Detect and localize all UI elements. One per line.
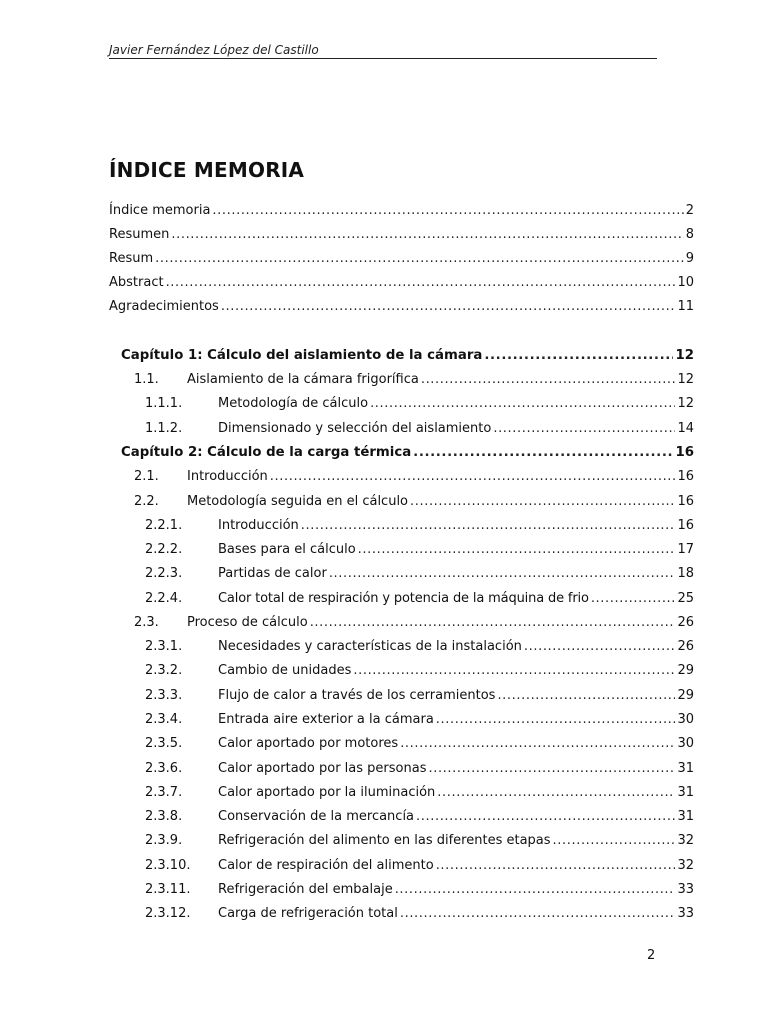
toc-number: 2.3.2. [145, 663, 183, 678]
toc-number: 2.3.3. [145, 688, 183, 703]
toc-entry[interactable] [145, 516, 694, 536]
toc-label: Refrigeración del alimento en las diferentes etapas [218, 833, 551, 848]
toc-leader [212, 201, 683, 221]
toc-page: 17 [677, 542, 694, 557]
toc-label: Índice memoria [109, 203, 211, 218]
toc-leader [410, 492, 675, 512]
toc-chapter-entry[interactable] [121, 346, 694, 366]
toc-label: Bases para el cálculo [218, 542, 356, 557]
toc-entry[interactable] [109, 297, 694, 317]
toc-entry[interactable] [134, 467, 694, 487]
toc-page: 26 [677, 639, 694, 654]
toc-page: 29 [677, 688, 694, 703]
toc-entry[interactable] [145, 783, 694, 803]
toc-entry[interactable] [134, 613, 694, 633]
toc-number: 2.3.4. [145, 712, 183, 727]
toc-page: 9 [685, 251, 694, 266]
toc-leader [171, 225, 683, 245]
toc-leader [497, 686, 675, 706]
toc-page: 31 [677, 761, 694, 776]
toc-entry[interactable] [145, 686, 694, 706]
toc-label: Metodología de cálculo [218, 396, 369, 411]
toc-label: Introducción [218, 518, 299, 533]
toc-number: 2.3.6. [145, 761, 183, 776]
toc-leader [436, 856, 676, 876]
toc-number: 2.2.2. [145, 542, 183, 557]
toc-leader [395, 880, 676, 900]
toc-label: Calor aportado por las personas [218, 761, 427, 776]
toc-number: 2.2.1. [145, 518, 183, 533]
toc-entry[interactable] [109, 201, 694, 221]
page-header-author: Javier Fernández López del Castillo [109, 42, 657, 59]
toc-number: 1.1.1. [145, 396, 183, 411]
toc-number: 2.3.7. [145, 785, 183, 800]
toc-entry[interactable] [145, 564, 694, 584]
toc-entry[interactable] [109, 225, 694, 245]
toc-leader [155, 249, 684, 269]
toc-entry[interactable] [145, 904, 694, 924]
toc-entry[interactable] [134, 492, 694, 512]
toc-label: Abstract [109, 275, 164, 290]
toc-page: 33 [677, 906, 694, 921]
toc-leader [358, 540, 676, 560]
toc-entry[interactable] [145, 394, 694, 414]
toc-entry[interactable] [145, 759, 694, 779]
toc-leader [493, 419, 675, 439]
toc-leader [484, 346, 673, 366]
toc-number: 2.2.4. [145, 591, 183, 606]
index-title: ÍNDICE MEMORIA [109, 158, 305, 182]
toc-page: 16 [677, 469, 694, 484]
toc-number: 1.1.2. [145, 421, 183, 436]
toc-entry[interactable] [145, 807, 694, 827]
toc-page: 2 [685, 203, 694, 218]
toc-page: 10 [677, 275, 694, 290]
toc-number: 1.1. [134, 372, 159, 387]
toc-entry[interactable] [145, 880, 694, 900]
toc-leader [524, 637, 676, 657]
toc-label: Resum [109, 251, 154, 266]
toc-chapter-entry[interactable] [121, 443, 694, 463]
toc-page: 12 [677, 396, 694, 411]
toc-page: 26 [677, 615, 694, 630]
toc-label: Metodología seguida en el cálculo [187, 494, 409, 509]
toc-label: Calor de respiración del alimento [218, 858, 434, 873]
toc-page: 25 [677, 591, 694, 606]
toc-leader [221, 297, 676, 317]
toc-leader [421, 370, 676, 390]
toc-number: 2.1. [134, 469, 159, 484]
toc-number: 2.3.12. [145, 906, 191, 921]
toc-page: 16 [677, 518, 694, 533]
toc-label: Dimensionado y selección del aislamiento [218, 421, 492, 436]
toc-page: 8 [685, 227, 694, 242]
toc-entry[interactable] [145, 856, 694, 876]
toc-page: 30 [677, 736, 694, 751]
toc-page: 14 [677, 421, 694, 436]
toc-number: 2.3.11. [145, 882, 191, 897]
toc-label: Carga de refrigeración total [218, 906, 398, 921]
toc-leader [413, 443, 673, 463]
toc-page: 16 [677, 494, 694, 509]
toc-leader [370, 394, 675, 414]
toc-label: Entrada aire exterior a la cámara [218, 712, 434, 727]
toc-leader [400, 904, 676, 924]
toc-label: Flujo de calor a través de los cerramientos [218, 688, 496, 703]
toc-page: 12 [675, 348, 694, 363]
toc-number: 2.2.3. [145, 566, 183, 581]
toc-leader [301, 516, 676, 536]
toc-label: Calor total de respiración y potencia de la máquina de frio [218, 591, 589, 606]
toc-label: Cambio de unidades [218, 663, 352, 678]
toc-leader [416, 807, 675, 827]
toc-leader [436, 710, 676, 730]
toc-page: 12 [677, 372, 694, 387]
toc-entry[interactable] [145, 734, 694, 754]
toc-page: 11 [677, 299, 694, 314]
toc-entry[interactable] [134, 370, 694, 390]
toc-number: 2.3.9. [145, 833, 183, 848]
toc-number: 2.3. [134, 615, 159, 630]
toc-label: Necesidades y características de la instalación [218, 639, 522, 654]
toc-label: Refrigeración del embalaje [218, 882, 393, 897]
toc-page: 32 [677, 858, 694, 873]
toc-leader [437, 783, 675, 803]
toc-leader [329, 564, 676, 584]
toc-leader [353, 661, 675, 681]
toc-entry[interactable] [145, 637, 694, 657]
toc-page: 32 [677, 833, 694, 848]
toc-leader [428, 759, 675, 779]
toc-chapter-label: Capítulo 2: Cálculo de la carga térmica [121, 445, 412, 460]
toc-label: Calor aportado por motores [218, 736, 399, 751]
toc-entry[interactable] [145, 589, 694, 609]
toc-label: Agradecimientos [109, 299, 219, 314]
toc-label: Partidas de calor [218, 566, 327, 581]
toc-number: 2.3.8. [145, 809, 183, 824]
toc-leader [553, 831, 676, 851]
toc-leader [310, 613, 676, 633]
toc-number: 2.3.10. [145, 858, 191, 873]
toc-page: 31 [677, 809, 694, 824]
toc-page: 31 [677, 785, 694, 800]
toc-entry[interactable] [109, 249, 694, 269]
toc-label: Resumen [109, 227, 170, 242]
toc-label: Aislamiento de la cámara frigorífica [187, 372, 419, 387]
page-number: 2 [647, 948, 656, 963]
toc-leader [591, 589, 676, 609]
toc-leader [400, 734, 675, 754]
toc-page: 18 [677, 566, 694, 581]
toc-entry[interactable] [145, 661, 694, 681]
toc-entry[interactable] [145, 710, 694, 730]
toc-page: 30 [677, 712, 694, 727]
toc-label: Conservación de la mercancía [218, 809, 415, 824]
toc-label: Introducción [187, 469, 268, 484]
toc-entry[interactable] [145, 831, 694, 851]
toc-number: 2.3.1. [145, 639, 183, 654]
toc-entry[interactable] [145, 419, 694, 439]
toc-label: Proceso de cálculo [187, 615, 308, 630]
toc-number: 2.3.5. [145, 736, 183, 751]
toc-page: 29 [677, 663, 694, 678]
toc-number: 2.2. [134, 494, 159, 509]
toc-entry[interactable] [109, 273, 694, 293]
toc-leader [270, 467, 676, 487]
toc-leader [166, 273, 676, 293]
toc-page: 16 [675, 445, 694, 460]
toc-chapter-label: Capítulo 1: Cálculo del aislamiento de la cámara [121, 348, 483, 363]
toc-entry[interactable] [145, 540, 694, 560]
toc-page: 33 [677, 882, 694, 897]
toc-label: Calor aportado por la iluminación [218, 785, 436, 800]
